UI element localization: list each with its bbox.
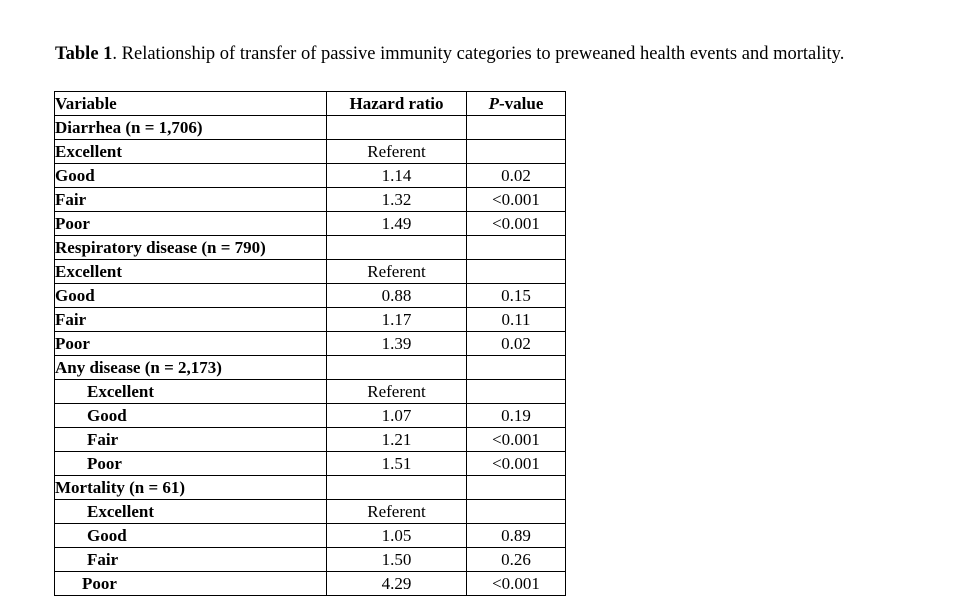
p-value-cell — [467, 380, 566, 404]
hazard-ratio-cell: 1.17 — [327, 308, 467, 332]
empty-cell — [467, 236, 566, 260]
category-cell: Fair — [55, 548, 327, 572]
group-label: Any disease (n = 2,173) — [55, 356, 327, 380]
table-row — [55, 164, 566, 188]
hazard-ratio-cell: 1.51 — [327, 452, 467, 476]
header-p-value — [467, 92, 566, 116]
category-cell: Excellent — [55, 500, 327, 524]
table-row — [55, 572, 566, 596]
category-cell: Fair — [55, 308, 327, 332]
table-row — [55, 308, 566, 332]
table-row — [55, 380, 566, 404]
table-row — [55, 500, 566, 524]
hazard-ratio-cell: Referent — [327, 140, 467, 164]
group-row-any-disease — [55, 356, 566, 380]
p-value-cell: 0.89 — [467, 524, 566, 548]
category-cell: Excellent — [55, 380, 327, 404]
table-row — [55, 428, 566, 452]
hazard-ratio-cell: 1.14 — [327, 164, 467, 188]
hazard-ratio-cell: 1.07 — [327, 404, 467, 428]
hazard-ratio-cell: 4.29 — [327, 572, 467, 596]
empty-cell — [327, 116, 467, 140]
category-cell: Good — [55, 404, 327, 428]
hazard-ratio-cell: 1.05 — [327, 524, 467, 548]
p-value-cell: 0.11 — [467, 308, 566, 332]
category-cell: Good — [55, 284, 327, 308]
table-row — [55, 332, 566, 356]
category-cell: Poor — [55, 212, 327, 236]
hazard-ratio-cell: 1.21 — [327, 428, 467, 452]
category-cell: Poor — [55, 572, 327, 596]
p-value-cell: <0.001 — [467, 452, 566, 476]
hazard-ratio-cell: 1.32 — [327, 188, 467, 212]
group-label: Mortality (n = 61) — [55, 476, 327, 500]
p-value-cell: 0.26 — [467, 548, 566, 572]
category-cell: Fair — [55, 188, 327, 212]
empty-cell — [327, 476, 467, 500]
group-row-diarrhea — [55, 116, 566, 140]
p-value-cell: <0.001 — [467, 212, 566, 236]
category-cell: Good — [55, 524, 327, 548]
table-row — [55, 524, 566, 548]
p-value-cell: <0.001 — [467, 572, 566, 596]
empty-cell — [467, 476, 566, 500]
empty-cell — [327, 236, 467, 260]
category-cell: Good — [55, 164, 327, 188]
table-row — [55, 284, 566, 308]
category-cell: Poor — [55, 332, 327, 356]
header-row — [55, 92, 566, 116]
group-row-respiratory-disease — [55, 236, 566, 260]
hazard-ratio-table — [54, 91, 566, 596]
hazard-ratio-cell: 1.49 — [327, 212, 467, 236]
hazard-ratio-cell: 0.88 — [327, 284, 467, 308]
p-value-cell — [467, 140, 566, 164]
table-row — [55, 548, 566, 572]
p-value-cell — [467, 260, 566, 284]
hazard-ratio-cell: Referent — [327, 260, 467, 284]
table-caption — [55, 42, 935, 66]
header-p-value-rest: -value — [499, 93, 544, 113]
group-row-mortality — [55, 476, 566, 500]
table-row — [55, 140, 566, 164]
header-hazard-ratio: Hazard ratio — [327, 92, 467, 116]
hazard-ratio-cell: 1.50 — [327, 548, 467, 572]
table-row — [55, 452, 566, 476]
table-row — [55, 404, 566, 428]
table-row — [55, 212, 566, 236]
category-cell: Fair — [55, 428, 327, 452]
p-value-cell: <0.001 — [467, 188, 566, 212]
group-label: Diarrhea (n = 1,706) — [55, 116, 327, 140]
category-cell: Excellent — [55, 140, 327, 164]
p-value-cell: 0.15 — [467, 284, 566, 308]
hazard-ratio-cell: Referent — [327, 380, 467, 404]
header-variable: Variable — [55, 92, 327, 116]
table-row — [55, 260, 566, 284]
empty-cell — [467, 356, 566, 380]
empty-cell — [327, 356, 467, 380]
table-caption-text: . Relationship of transfer of passive immunity categories to preweaned health events and mortality. — [112, 44, 845, 64]
p-value-cell: 0.02 — [467, 164, 566, 188]
p-value-cell: <0.001 — [467, 428, 566, 452]
hazard-ratio-cell: 1.39 — [327, 332, 467, 356]
category-cell: Excellent — [55, 260, 327, 284]
hazard-ratio-cell: Referent — [327, 500, 467, 524]
header-p-value-italic: P — [488, 93, 499, 113]
group-label: Respiratory disease (n = 790) — [55, 236, 327, 260]
p-value-cell: 0.19 — [467, 404, 566, 428]
p-value-cell — [467, 500, 566, 524]
p-value-cell: 0.02 — [467, 332, 566, 356]
table-row — [55, 188, 566, 212]
empty-cell — [467, 116, 566, 140]
table-caption-label: Table 1 — [55, 44, 113, 64]
category-cell: Poor — [55, 452, 327, 476]
